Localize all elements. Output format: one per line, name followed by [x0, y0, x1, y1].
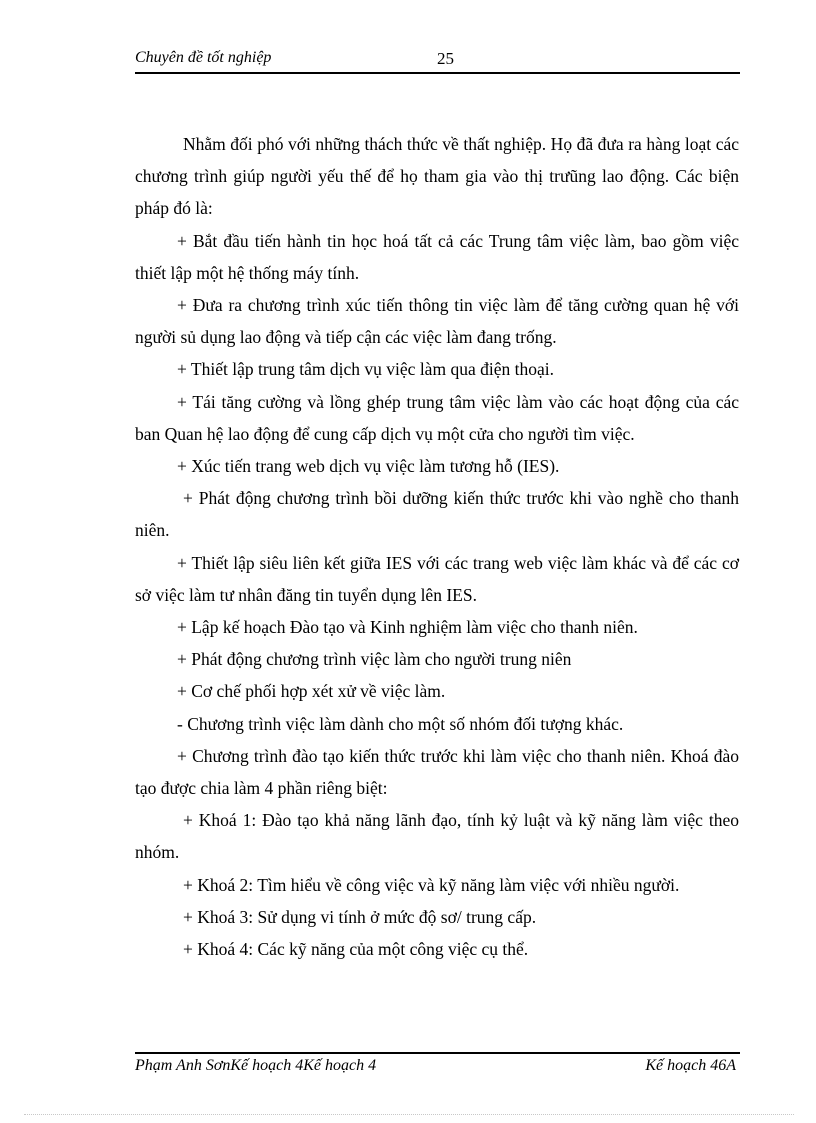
paragraph: + Thiết lập trung tâm dịch vụ việc làm qua điện thoại.	[177, 359, 554, 380]
paragraph: + Khoá 4: Các kỹ năng của một công việc cụ thể.	[183, 939, 529, 960]
paragraph: + Chương trình đào tạo kiến thức trước khi làm việc cho thanh niên. Khoá đào tạo được chia làm 4 phần riêng biệt:	[135, 745, 739, 799]
header-title: Chuyên đề tốt nghiệp	[135, 49, 272, 66]
paragraph: + Tái tăng cường và lồng ghép trung tâm việc làm vào các hoạt động của các ban Quan hệ lao động để cung cấp dịch vụ một cửa cho người tìm việc.	[135, 391, 739, 444]
paragraph: + Phát động chương trình bồi dưỡng kiến thức trước khi vào nghề cho thanh niên.	[135, 488, 739, 541]
paragraph: Nhằm đối phó với những thách thức về thất nghiệp. Họ đã đưa ra hàng loạt các chương trình giúp người yếu thế để họ tham gia vào thị trưũng lao động. Các biện pháp đó là:	[135, 134, 739, 219]
paragraph: + Bắt đầu tiến hành tin học hoá tất cả các Trung tâm việc làm, bao gồm việc thiết lập một hệ thống máy tính.	[135, 230, 739, 283]
page-number: 25	[437, 49, 454, 68]
paragraph: + Đưa ra chương trình xúc tiến thông tin việc làm để tăng cường quan hệ với người sủ dụng lao động và tiếp cận các việc làm đang trống.	[135, 295, 739, 348]
paragraph: + Cơ chế phối hợp xét xử về việc làm.	[177, 681, 446, 702]
footer-author: Phạm Anh SơnKế hoạch 4Kế hoạch 4	[135, 1057, 377, 1074]
paragraph: + Khoá 3: Sử dụng vi tính ở mức độ sơ/ trung cấp.	[183, 906, 537, 927]
footer-class: Kế hoạch 46A	[645, 1057, 736, 1074]
document-body	[135, 128, 739, 965]
paragraph: + Phát động chương trình việc làm cho người trung niên	[177, 649, 572, 670]
page-edge-divider	[24, 1114, 794, 1115]
paragraph: + Khoá 2: Tìm hiểu về công việc và kỹ năng làm việc với nhiều người.	[183, 874, 680, 895]
paragraph: + Lập kế hoạch Đào tạo và Kinh nghiệm làm việc cho thanh niên.	[177, 617, 638, 638]
paragraph: + Thiết lập siêu liên kết giữa IES với các trang web việc làm khác và để các cơ sở việc làm tư nhân đăng tin tuyển dụng lên IES.	[135, 552, 739, 605]
paragraph: + Khoá 1: Đào tạo khả năng lãnh đạo, tính kỷ luật và kỹ năng làm việc theo nhóm.	[135, 810, 739, 863]
page-header	[135, 48, 740, 74]
paragraph: - Chương trình việc làm dành cho một số nhóm đối tượng khác.	[177, 713, 624, 734]
paragraph: + Xúc tiến trang web dịch vụ việc làm tương hỗ (IES).	[177, 456, 560, 477]
page-footer	[135, 1052, 740, 1078]
